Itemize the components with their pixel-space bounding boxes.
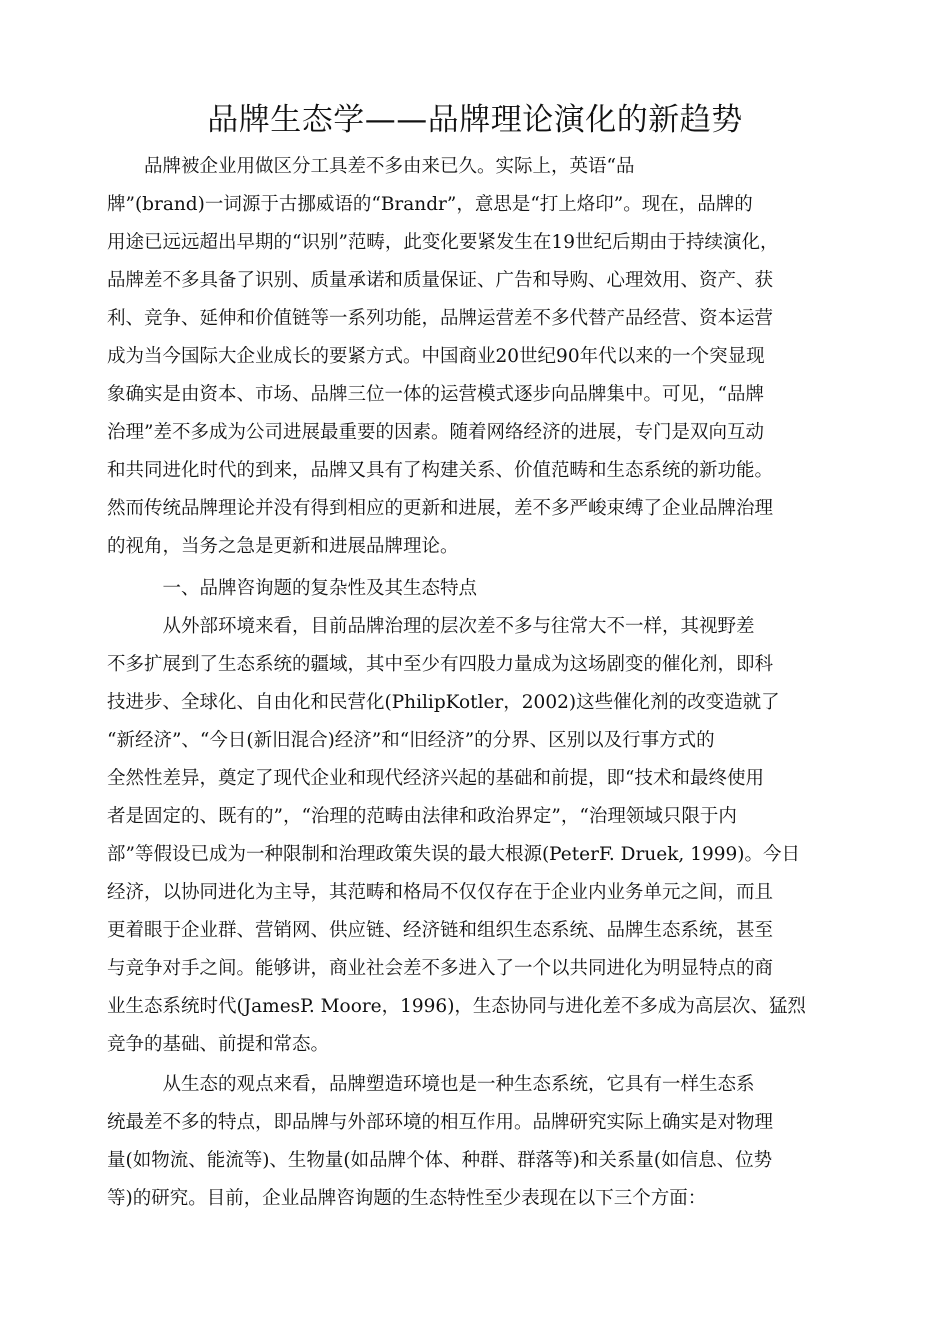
text-line: 全然性差异，奠定了现代企业和现代经济兴起的基础和前提，即“技术和最终使用 (107, 768, 764, 789)
text-line: 量(如物流、能流等)、生物量(如品牌个体、种群、群落等)和关系量(如信息、位势 (107, 1150, 773, 1171)
text-line: 象确实是由资本、市场、品牌三位一体的运营模式逐步向品牌集中。可见，“品牌 (107, 384, 764, 405)
text-line: 治理”差不多成为公司进展最重要的因素。随着网络经济的进展，专门是双向互动 (107, 422, 764, 443)
text-line: 牌”(brand)一词源于古挪威语的“Brandr”，意思是“打上烙印”。现在，品牌的 (107, 194, 753, 215)
text-line: 与竞争对手之间。能够讲，商业社会差不多进入了一个以共同进化为明显特点的商 (107, 958, 774, 979)
text-line: 者是固定的、既有的”，“治理的范畴由法律和政治界定”，“治理领域只限于内 (107, 806, 737, 827)
text-line: 利、竞争、延伸和价值链等一系列功能，品牌运营差不多代替产品经营、资本运营 (107, 308, 774, 329)
text-line: 竞争的基础、前提和常态。 (107, 1034, 330, 1055)
section-heading: 一、品牌咨询题的复杂性及其生态特点 (107, 578, 478, 599)
text-line: 品牌差不多具备了识别、质量承诺和质量保证、广告和导购、心理效用、资产、获 (107, 270, 774, 291)
text-line: 成为当今国际大企业成长的要紧方式。中国商业20世纪90年代以来的一个突显现 (107, 346, 765, 367)
document-title: 品牌生态学——品牌理论演化的新趋势 (207, 102, 743, 138)
text-line: 从生态的观点来看，品牌塑造环境也是一种生态系统，它具有一样生态系 (107, 1074, 755, 1095)
text-line: 品牌被企业用做区分工具差不多由来已久。实际上，英语“品 (107, 156, 635, 177)
text-line: 部”等假设已成为一种限制和治理政策失误的最大根源(PeterF. Druek, 1999)。今日 (107, 844, 800, 865)
text-line: 的视角，当务之急是更新和进展品牌理论。 (107, 536, 459, 557)
text-line: 用途已远远超出早期的“识别”范畴，此变化要紧发生在19世纪后期由于持续演化， (107, 232, 779, 253)
text-line: 技进步、全球化、自由化和民营化(PhilipKotler，2002)这些催化剂的改变造就了 (107, 692, 780, 713)
text-line: 不多扩展到了生态系统的疆域，其中至少有四股力量成为这场剧变的催化剂，即科 (107, 654, 774, 675)
text-line: 等)的研究。目前，企业品牌咨询题的生态特性至少表现在以下三个方面： (107, 1188, 707, 1209)
text-line: 然而传统品牌理论并没有得到相应的更新和进展，差不多严峻束缚了企业品牌治理 (107, 498, 774, 519)
text-line: 从外部环境来看，目前品牌治理的层次差不多与往常大不一样，其视野差 (107, 616, 755, 637)
text-line: 经济，以协同进化为主导，其范畴和格局不仅仅存在于企业内业务单元之间，而且 (107, 882, 774, 903)
text-line: 统最差不多的特点，即品牌与外部环境的相互作用。品牌研究实际上确实是对物理 (107, 1112, 774, 1133)
text-line: 业生态系统时代(JamesP. Moore，1996)，生态协同与进化差不多成为高层次、猛烈 (107, 996, 806, 1017)
text-line: 和共同进化时代的到来，品牌又具有了构建关系、价值范畴和生态系统的新功能。 (107, 460, 774, 481)
text-line: 更着眼于企业群、营销网、供应链、经济链和组织生态系统、品牌生态系统，甚至 (107, 920, 774, 941)
text-line: “新经济”、“今日(新旧混合)经济”和“旧经济”的分界、区别以及行事方式的 (107, 730, 715, 751)
